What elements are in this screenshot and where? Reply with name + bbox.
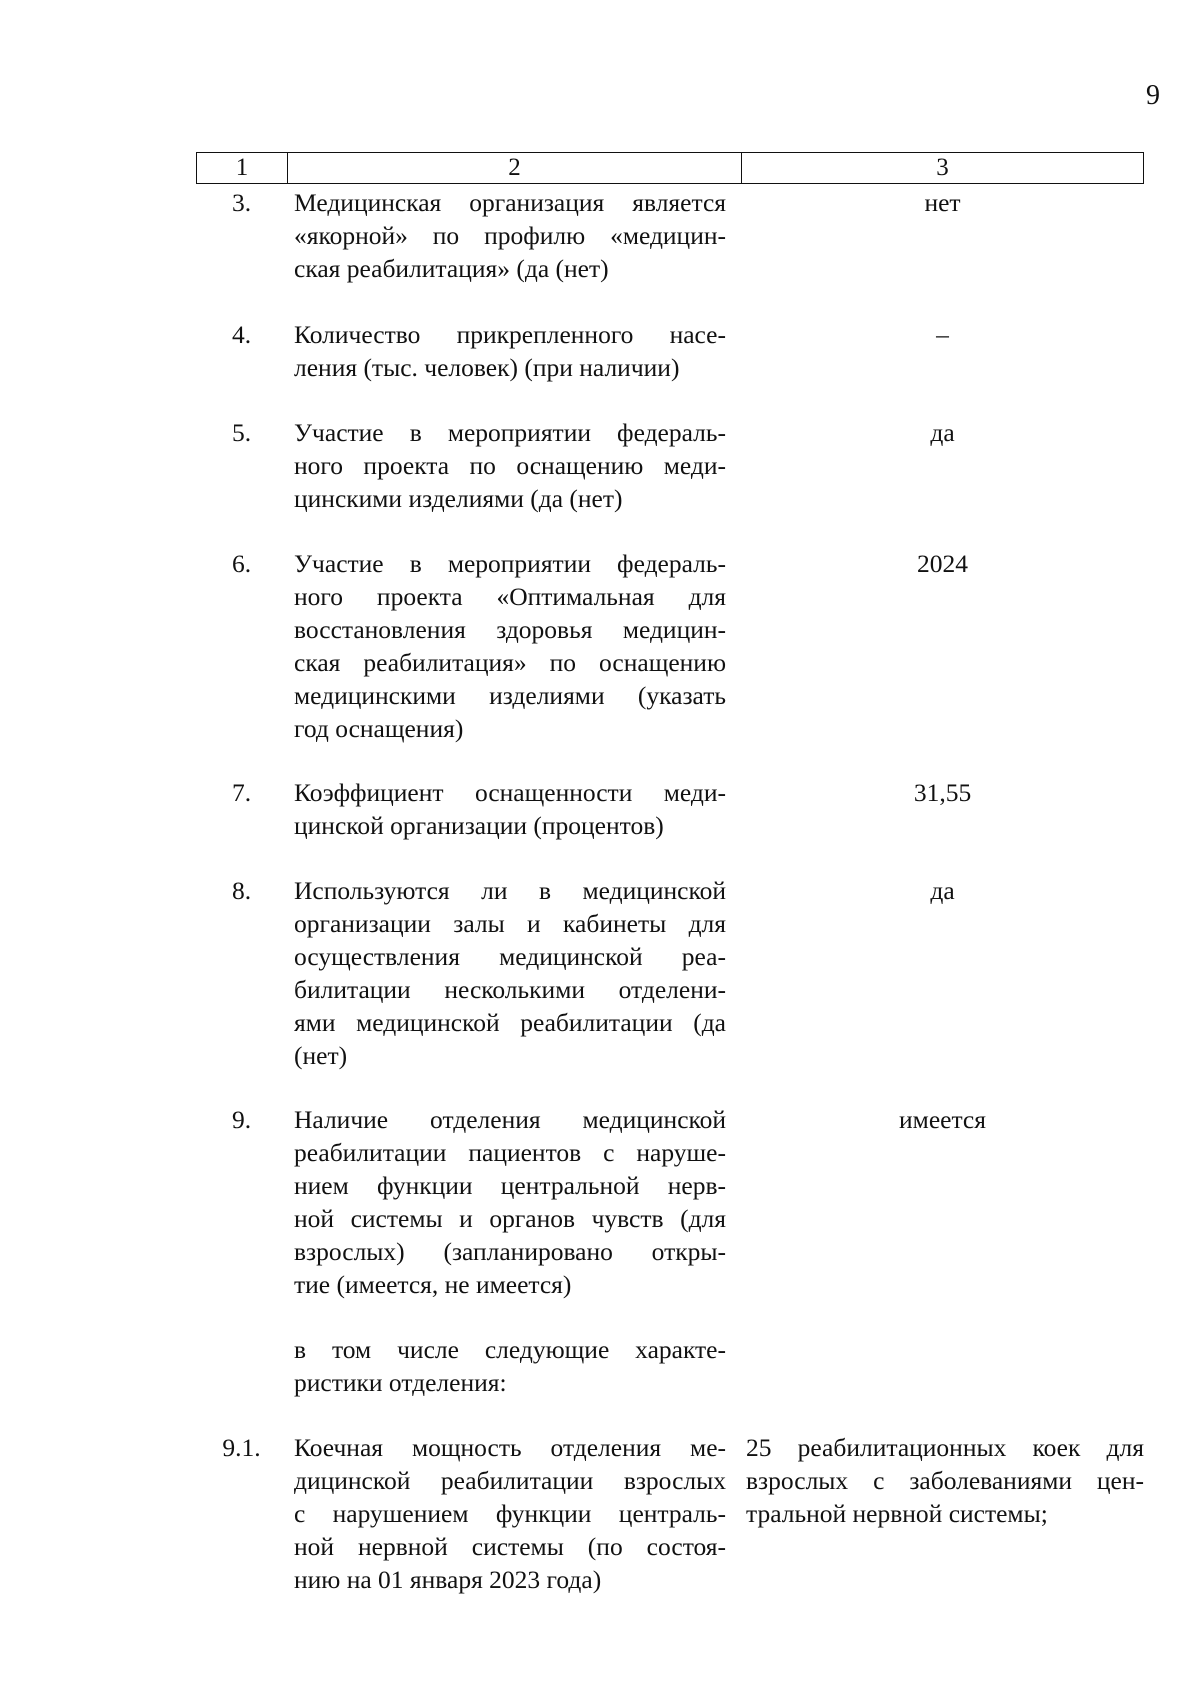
row-value: 2024 — [917, 549, 968, 578]
row-description: Участие в мероприятии федераль- ного проекта «Оптимальная для восстановления здоровья медицин- ская реабилитация» по оснащению медицинскими изделиями (указать год оснащения) — [294, 549, 726, 743]
page-number: 9 — [1146, 80, 1160, 111]
row-description: Коечная мощность отделения ме- дицинской реабилитации взрослых с нарушением функции централь- ной нервной системы (по состоя- нию на 01 января 2023 года) — [294, 1433, 726, 1594]
row-number: 9. — [231, 1105, 252, 1134]
row-value: да — [930, 876, 955, 905]
row-description: Количество прикрепленного насе- ления (тыс. человек) (при наличии) — [294, 320, 726, 382]
header-col-3: 3 — [936, 154, 949, 181]
row-number: 6. — [231, 549, 252, 578]
row-value: 25 реабилитационных коек для взрослых с заболеваниями цен- тральной нервной системы; — [746, 1433, 1144, 1528]
header-col-1: 1 — [197, 153, 288, 183]
row-value: да — [930, 418, 955, 447]
row-description: Используются ли в медицинской организации залы и кабинеты для осуществления медицинской реа- билитации несколькими отделени- ями медицинской реабилитации (да (нет) — [294, 876, 726, 1070]
row-number: 7. — [231, 778, 252, 807]
row-value: имеется — [899, 1105, 986, 1134]
row-number: 9.1. — [222, 1433, 261, 1462]
row-value: – — [936, 320, 949, 349]
row-description: Медицинская организация является «якорной» по профилю «медицин- ская реабилитация» (да (нет) — [294, 188, 726, 283]
row-description: Наличие отделения медицинской реабилитации пациентов с наруше- нием функции центральной нерв- ной системы и органов чувств (для взрослых) (запланировано откры- тие (имеется, не имеется) — [294, 1105, 726, 1299]
header-col-2: 2 — [288, 153, 742, 183]
row-number: 5. — [231, 418, 252, 447]
row-number: 3. — [231, 188, 252, 217]
table-header — [196, 152, 1144, 184]
row-number: 8. — [231, 876, 252, 905]
row-description: Коэффициент оснащенности меди- цинской организации (процентов) — [294, 778, 726, 840]
row-description: Участие в мероприятии федераль- ного проекта по оснащению меди- цинскими изделиями (да (нет) — [294, 418, 726, 513]
row-value: нет — [924, 188, 961, 217]
row-value: 31,55 — [913, 778, 972, 807]
row-description: в том числе следующие характе- ристики отделения: — [294, 1335, 726, 1397]
row-number: 4. — [231, 320, 252, 349]
